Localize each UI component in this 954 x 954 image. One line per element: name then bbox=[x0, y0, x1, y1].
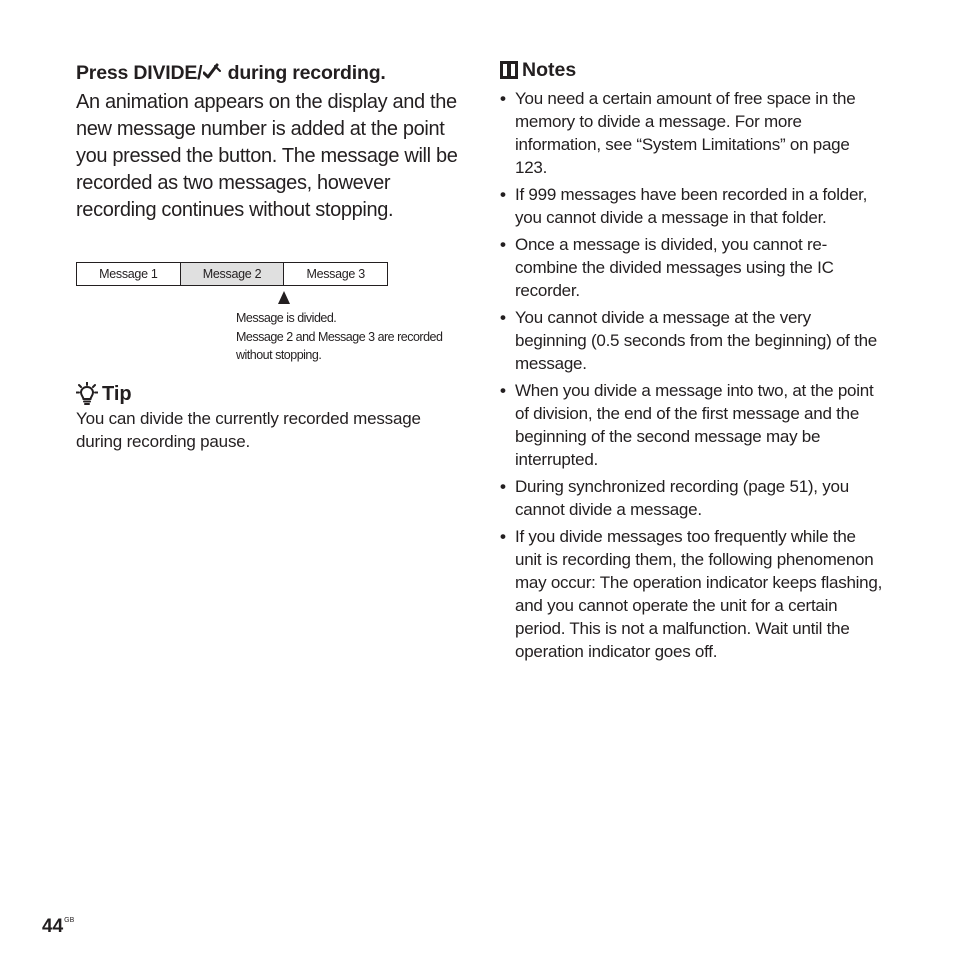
tip-text: You can divide the currently recorded message during recording pause. bbox=[76, 409, 421, 451]
page-region-code: GB bbox=[64, 917, 75, 924]
note-item bbox=[500, 233, 885, 302]
bullet-icon: • bbox=[500, 527, 506, 546]
caption-line-1: Message is divided. bbox=[236, 311, 337, 325]
note-text: If 999 messages have been recorded in a folder, you cannot divide a message in that folder. bbox=[515, 185, 868, 227]
divide-mark-icon bbox=[203, 63, 221, 81]
note-item bbox=[500, 525, 885, 663]
notes-heading bbox=[500, 57, 885, 83]
step-description: An animation appears on the display and the new message number is added at the point you pressed the button. The message will be recorded as two messages, however recording continues without stopping. bbox=[76, 91, 458, 221]
tip-section bbox=[76, 381, 466, 453]
note-item bbox=[500, 379, 885, 471]
bullet-icon: • bbox=[500, 477, 506, 496]
diagram-caption bbox=[236, 309, 442, 365]
step-section bbox=[76, 60, 461, 224]
message-1-segment: Message 1 bbox=[76, 263, 181, 285]
message-3-segment: Message 3 bbox=[284, 263, 388, 285]
note-item bbox=[500, 306, 885, 375]
step-heading-text-end: during recording. bbox=[222, 62, 386, 84]
bullet-icon: • bbox=[500, 89, 506, 108]
step-heading-text-start: Press DIVIDE/ bbox=[76, 62, 203, 84]
page-number bbox=[42, 910, 74, 938]
caption-line-2: Message 2 and Message 3 are recorded bbox=[236, 329, 443, 344]
note-item bbox=[500, 183, 885, 229]
bullet-icon: • bbox=[500, 308, 506, 327]
lightbulb-icon bbox=[76, 382, 98, 406]
notes-section bbox=[500, 57, 885, 667]
bullet-icon: • bbox=[500, 381, 506, 400]
divide-diagram bbox=[76, 262, 456, 372]
tip-heading bbox=[76, 381, 466, 407]
note-text: You need a certain amount of free space in the memory to divide a message. For more information, see “System Limitations” on page 123. bbox=[515, 89, 856, 177]
notes-list bbox=[500, 87, 885, 663]
note-text: If you divide messages too frequently while the unit is recording them, the following phenomenon may occur: The operation indicator keeps flashing, and you cannot operate the unit for a certain period. This is not a malfunction. Wait until the operation indicator goes off. bbox=[515, 527, 883, 661]
page-number-value: 44 bbox=[42, 916, 64, 937]
note-item bbox=[500, 87, 885, 179]
bullet-icon: • bbox=[500, 235, 506, 254]
bullet-icon: • bbox=[500, 185, 506, 204]
message-bar bbox=[76, 262, 388, 286]
notes-title: Notes bbox=[522, 59, 577, 81]
note-text: During synchronized recording (page 51), you cannot divide a message. bbox=[515, 477, 849, 519]
note-text: Once a message is divided, you cannot re-combine the divided messages using the IC recorder. bbox=[515, 235, 834, 300]
notes-icon bbox=[500, 61, 518, 79]
note-text: When you divide a message into two, at the point of division, the end of the first message and the beginning of the second message may be interrupted. bbox=[515, 381, 874, 469]
step-heading bbox=[76, 60, 461, 86]
caption-line-3: without stopping. bbox=[236, 348, 322, 362]
note-text: You cannot divide a message at the very beginning (0.5 seconds from the beginning) of the message. bbox=[515, 308, 877, 373]
message-2-segment: Message 2 bbox=[181, 263, 285, 285]
division-pointer-icon bbox=[278, 291, 290, 304]
tip-title: Tip bbox=[102, 383, 132, 405]
note-item bbox=[500, 475, 885, 521]
